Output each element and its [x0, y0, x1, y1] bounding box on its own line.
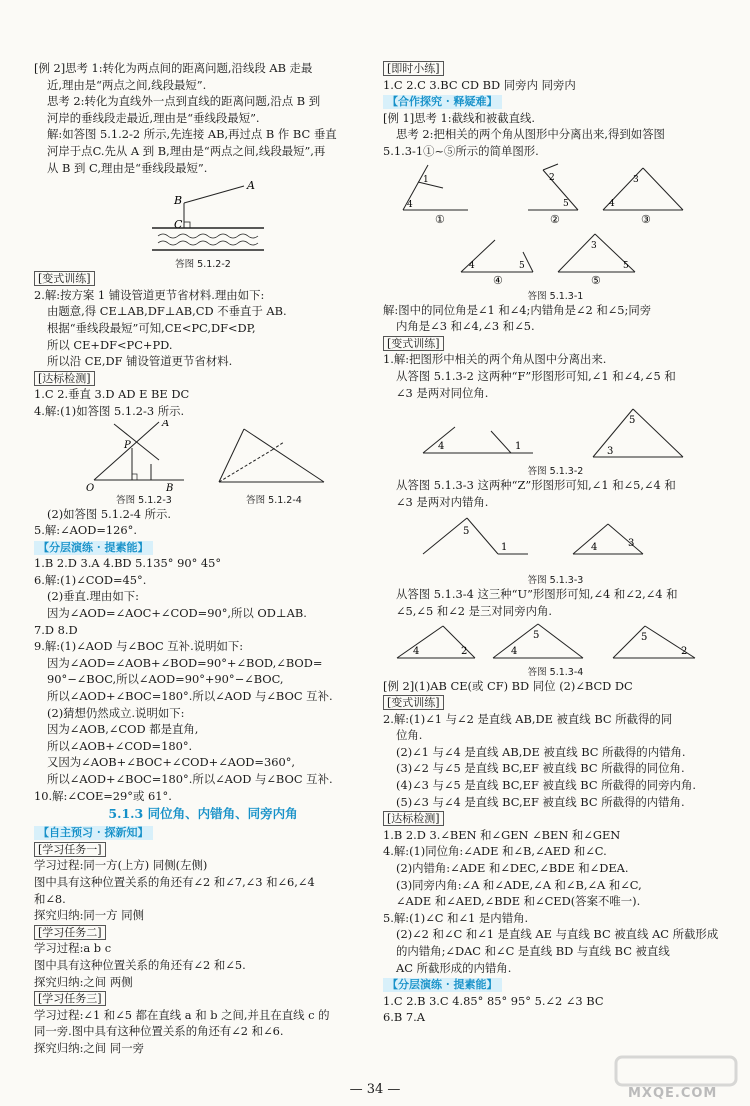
text-line: 1.C 2.垂直 3.D AD E BE DC — [34, 387, 190, 402]
text-line: 从答图 5.1.3-4 这三种“U”形图形可知,∠4 和∠2,∠4 和 — [396, 587, 678, 602]
text-line: 1.C 2.B 3.C 4.85° 85° 95° 5.∠2 ∠3 BC — [383, 993, 604, 1008]
text-line: (2)∠2 和∠C 和∠1 是直线 AE 与直线 BC 被直线 AC 所截形成 — [396, 927, 719, 942]
task-box-2: [学习任务二] — [34, 925, 106, 940]
text-line: 所以 CE+DF<PC+PD. — [47, 337, 173, 352]
text-line: 由题意,得 CE⊥AB,DF⊥AB,CD 不垂直于 AB. — [47, 304, 287, 319]
point-c-label: C — [174, 218, 183, 232]
text-line: 所以沿 CE,DF 铺设管道更节省材料. — [47, 354, 233, 369]
text-line: 10.解:∠COE=29°或 61°. — [34, 788, 172, 803]
figure-5-1-3-4 — [383, 620, 728, 664]
label-o: O — [86, 482, 95, 492]
point-b-label: B — [174, 194, 183, 208]
text-line: [例 2](1)AB CE(或 CF) BD 同位 (2)∠BCD DC — [383, 678, 633, 693]
svg-text:2: 2 — [549, 172, 555, 183]
figure-caption: 答图 5.1.3-1 — [527, 290, 584, 302]
task-box-3: [学习任务三] — [34, 991, 106, 1006]
svg-text:4: 4 — [469, 260, 475, 271]
text-line: (2)∠1 与∠4 是直线 AB,DE 被直线 BC 所截得的内错角. — [396, 744, 686, 759]
text-line: 因为∠AOD=∠AOC+∠COD=90°,所以 OD⊥AB. — [47, 606, 307, 621]
text-line: 图中具有这种位置关系的角还有∠2 和∠5. — [34, 957, 246, 972]
text-line: ∠3 是两对同位角. — [396, 385, 489, 400]
task-box-1: [学习任务一] — [34, 842, 106, 857]
text-line: 探究归纳:之间 两侧 — [34, 974, 133, 989]
svg-text:4: 4 — [438, 441, 445, 453]
example2-line: [例 2]思考 1:转化为两点间的距离问题,沿线段 AB 走最 — [34, 61, 313, 75]
text-line: 6.解:(1)∠COD=45°. — [34, 572, 147, 587]
svg-text:5: 5 — [463, 526, 470, 538]
sub-figure-number: ② — [550, 212, 560, 226]
svg-text:1: 1 — [501, 542, 508, 554]
text-line: 6.B 7.A — [383, 1010, 425, 1025]
text-line: 2.解:按方案 1 铺设管道更节省材料.理由如下: — [34, 287, 265, 302]
text-line: 1.B 2.D 3.∠BEN 和∠GEN ∠BEN 和∠GEN — [383, 827, 621, 842]
svg-text:4: 4 — [609, 198, 615, 209]
figure-caption: 答图 5.1.3-4 — [527, 666, 584, 678]
text-line: 学习过程:∠1 和∠5 都在直线 a 和 b 之间,并且在直线 c 的 — [34, 1007, 330, 1022]
text-line: 因为∠AOD=∠AOB+∠BOD=90°+∠BOD,∠BOD= — [47, 655, 323, 670]
svg-text:5: 5 — [533, 629, 540, 641]
svg-text:4: 4 — [413, 645, 420, 657]
text-line: ∠5,∠5 和∠2 是三对同旁内角. — [396, 603, 552, 618]
text-line: 因为∠AOB,∠COD 都是直角, — [47, 722, 199, 737]
svg-text:5: 5 — [519, 260, 525, 271]
text-line: 图中具有这种位置关系的角还有∠2 和∠7,∠3 和∠6,∠4 — [34, 874, 315, 889]
text-line: 探究归纳:之间 同一旁 — [34, 1040, 144, 1055]
text-line: 思考 2:把相关的两个角从图形中分离出来,得到如答图 — [396, 127, 665, 142]
example2-line: 从 B 到 C,理由是“垂线段最短”. — [47, 160, 208, 175]
svg-text:4: 4 — [407, 199, 413, 210]
text-line: 5.解:(1)∠C 和∠1 是内错角. — [383, 910, 529, 925]
section-header-fenceng: 【分层演练 · 提素能】 — [383, 978, 502, 992]
text-line: 1.B 2.D 3.A 4.BD 5.135° 90° 45° — [34, 556, 222, 571]
svg-text:2: 2 — [681, 645, 688, 657]
example2-line: 思考 2:转化为直线外一点到直线的距离问题,沿点 B 到 — [47, 94, 321, 109]
text-line: (2)内错角:∠ADE 和∠DEC,∠BDE 和∠DEA. — [396, 861, 629, 876]
svg-text:3: 3 — [591, 240, 597, 251]
text-line: 所以∠AOD+∠BOC=180°.所以∠AOD 与∠BOC 互补. — [47, 689, 333, 704]
section-header-fenceng: 【分层演练 · 提素能】 — [34, 541, 153, 555]
svg-text:3: 3 — [628, 538, 635, 550]
watermark-text: MXQE.COM — [628, 1086, 718, 1101]
section-box-bianshi: [变式训练] — [383, 336, 444, 351]
text-line: 从答图 5.1.3-2 这两种“F”形图形可知,∠1 和∠4,∠5 和 — [396, 368, 676, 383]
section-title: 5.1.3 同位角、内错角、同旁内角 — [108, 806, 298, 822]
figure-caption: 答图 5.1.3-3 — [527, 575, 584, 587]
text-line: (2)垂直.理由如下: — [47, 589, 139, 604]
figure-5-1-3-1 — [383, 160, 728, 288]
svg-text:2: 2 — [461, 645, 468, 657]
text-line: 1.C 2.C 3.BC CD BD 同旁内 同旁内 — [383, 77, 576, 92]
section-box-bianshi: [变式训练] — [383, 695, 444, 710]
page-number: — 34 — — [349, 1082, 401, 1097]
section-header-zizhu: 【自主预习 · 探新知】 — [34, 826, 153, 840]
figure-5-1-2-4 — [214, 424, 334, 488]
text-line: 所以∠AOB+∠COD=180°. — [47, 738, 193, 753]
text-line: 4.解:(1)同位角:∠ADE 和∠B,∠AED 和∠C. — [383, 844, 607, 859]
svg-text:1: 1 — [515, 441, 522, 453]
text-line: 学习过程:a b c — [34, 941, 112, 956]
text-line: 内角是∠3 和∠4,∠3 和∠5. — [396, 319, 535, 334]
text-line: 5.1.3-1①~⑤所示的简单图形. — [383, 143, 539, 158]
svg-text:4: 4 — [511, 645, 518, 657]
text-line: 和∠8. — [34, 891, 66, 906]
sub-figure-number: ① — [435, 212, 445, 226]
figure-caption: 答图 5.1.2-2 — [175, 259, 231, 271]
label-p: P — [124, 439, 131, 451]
section-header-hezuo: 【合作探究 · 释疑难】 — [383, 95, 502, 109]
text-line: (3)∠2 与∠5 是直线 BC,EF 被直线 BC 所截得的同位角. — [396, 761, 685, 776]
river-figure — [34, 176, 372, 256]
text-line: 从答图 5.1.3-3 这两种“Z”形图形可知,∠1 和∠5,∠4 和 — [396, 478, 676, 493]
sub-figure-number: ⑤ — [591, 273, 601, 287]
text-line: 探究归纳:同一方 同侧 — [34, 908, 144, 923]
left-column — [34, 60, 372, 1057]
svg-text:4: 4 — [591, 542, 598, 554]
svg-text:5: 5 — [563, 198, 569, 209]
svg-text:5: 5 — [623, 260, 629, 271]
text-line: 根据“垂线段最短”可知,CE<PC,DF<DP, — [47, 320, 256, 335]
text-line: 90°−∠BOC,所以∠AOD=90°+90°−∠BOC, — [47, 672, 284, 687]
section-box-dabiao: [达标检测] — [383, 811, 444, 826]
text-line: 的内错角;∠DAC 和∠C 是直线 BD 与直线 BC 被直线 — [396, 944, 670, 958]
figure-row — [34, 420, 372, 506]
svg-text:1: 1 — [423, 174, 429, 185]
example2-line: 近,理由是“两点之间,线段最短”. — [47, 77, 207, 92]
text-line: 4.解:(1)如答图 5.1.2-3 所示. — [34, 403, 185, 418]
svg-text:5: 5 — [641, 631, 648, 643]
text-line: (3)同旁内角:∠A 和∠ADE,∠A 和∠B,∠A 和∠C, — [396, 877, 642, 892]
svg-text:5: 5 — [629, 415, 636, 427]
text-line: (2)猜想仍然成立.说明如下: — [47, 705, 185, 720]
svg-text:3: 3 — [607, 446, 614, 458]
example2-line: 解:如答图 5.1.2-2 所示,先连接 AB,再过点 B 作 BC 垂直 — [47, 127, 337, 142]
text-line: ∠ADE 和∠AED,∠BDE 和∠CED(答案不唯一). — [396, 894, 641, 909]
label-b: B — [166, 482, 174, 492]
figure-5-1-3-2 — [383, 401, 728, 463]
text-line: (4)∠3 与∠5 是直线 BC,EF 被直线 BC 所截得的同旁内角. — [396, 778, 696, 793]
label-a: A — [162, 419, 170, 429]
sub-figure-number: ④ — [493, 273, 503, 287]
text-line: 位角. — [396, 728, 423, 743]
figure-caption: 答图 5.1.2-4 — [246, 494, 302, 506]
text-line: ∠3 是两对内错角. — [396, 494, 489, 509]
text-line: 学习过程:同一方(上方) 同侧(左侧) — [34, 858, 208, 873]
text-line: AC 所截形成的内错角. — [396, 960, 512, 975]
text-line: (5)∠3 与∠4 是直线 BC,EF 被直线 BC 所截得的内错角. — [396, 794, 685, 809]
right-column — [383, 60, 728, 1026]
text-line: 解:图中的同位角是∠1 和∠4;内错角是∠2 和∠5;同旁 — [383, 302, 652, 317]
figure-caption: 答图 5.1.2-3 — [116, 494, 172, 506]
text-line: 9.解:(1)∠AOD 与∠BOC 互补.说明如下: — [34, 639, 244, 654]
figure-5-1-3-3 — [383, 510, 728, 572]
text-line: 同一旁.图中具有这种位置关系的角还有∠2 和∠6. — [34, 1024, 284, 1039]
text-line: [例 1]思考 1:截线和被截直线. — [383, 110, 535, 125]
figure-caption: 答图 5.1.3-2 — [527, 466, 584, 478]
example2-line: 河岸的垂线段走最近,理由是“垂线段最短”. — [47, 110, 260, 125]
text-line: 7.D 8.D — [34, 622, 78, 637]
example2-line: 河岸于点C.先从 A 到 B,理由是“两点之间,线段最短”,再 — [47, 143, 326, 158]
text-line: 5.解:∠AOD=126°. — [34, 523, 137, 538]
section-box-dabiao: [达标检测] — [34, 371, 95, 386]
text-line: 2.解:(1)∠1 与∠2 是直线 AB,DE 被直线 BC 所截得的同 — [383, 711, 673, 726]
svg-text:3: 3 — [633, 174, 639, 185]
text-line: 1.解:把图形中相关的两个角从图中分离出来. — [383, 352, 607, 367]
section-box-jishi: [即时小练] — [383, 61, 444, 76]
point-a-label: A — [247, 179, 255, 193]
sub-figure-number: ③ — [641, 212, 651, 226]
section-box-bianshi: [变式训练] — [34, 271, 95, 286]
text-line: 所以∠AOD+∠BOC=180°.所以∠AOD 与∠BOC 互补. — [47, 772, 333, 786]
figure-5-1-2-3 — [84, 420, 194, 492]
text-line: (2)如答图 5.1.2-4 所示. — [47, 506, 172, 521]
text-line: 又因为∠AOB+∠BOC+∠COD+∠AOD=360°, — [47, 755, 296, 770]
